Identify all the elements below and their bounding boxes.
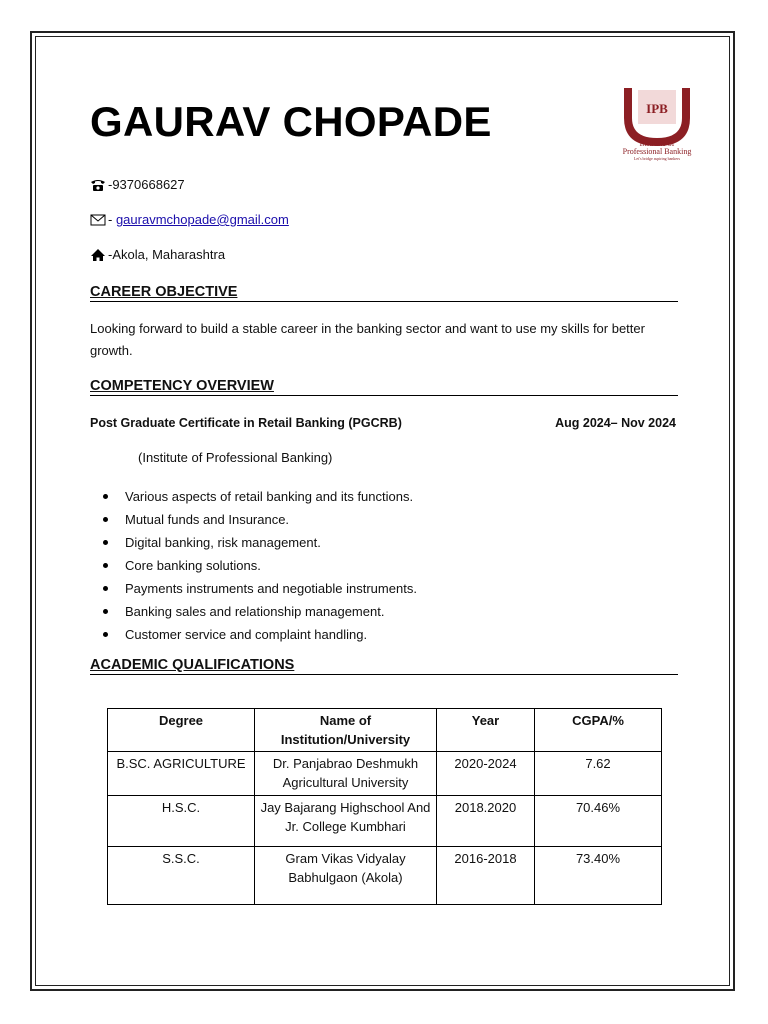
cell-year: 2018.2020 (437, 796, 535, 847)
col-year: Year (437, 709, 535, 752)
qualifications-table (107, 708, 662, 905)
course-title: Post Graduate Certificate in Retail Banking (PGCRB) (90, 416, 402, 430)
list-item: Core banking solutions. (103, 554, 417, 577)
candidate-name: GAURAV CHOPADE (90, 98, 492, 145)
email-line (90, 212, 289, 227)
list-item: Mutual funds and Insurance. (103, 508, 417, 531)
academic-heading: ACADEMIC QUALIFICATIONS (90, 657, 678, 675)
table-row (108, 796, 662, 847)
envelope-icon (90, 213, 106, 227)
course-institute: (Institute of Professional Banking) (138, 450, 333, 465)
table-row (108, 752, 662, 796)
cell-year: 2020-2024 (437, 752, 535, 796)
cell-degree: B.SC. AGRICULTURE (108, 752, 255, 796)
col-institution: Name of Institution/University (255, 709, 437, 752)
bullet-icon (103, 632, 108, 637)
email-prefix: - (108, 212, 116, 227)
cell-degree: S.S.C. (108, 847, 255, 905)
bullet-icon (103, 609, 108, 614)
list-item: Customer service and complaint handling. (103, 623, 417, 646)
logo-line2: Professional Banking (622, 147, 692, 156)
phone-line (90, 177, 185, 192)
col-degree: Degree (108, 709, 255, 752)
bullet-icon (103, 494, 108, 499)
email-link[interactable]: gauravmchopade@gmail.com (115, 212, 289, 227)
list-item: Various aspects of retail banking and its functions. (103, 485, 417, 508)
phone-number: -9370668627 (108, 177, 185, 192)
logo-abbr: IPB (646, 101, 668, 116)
cell-score: 73.40% (535, 847, 662, 905)
bullet-icon (103, 586, 108, 591)
phone-icon (90, 178, 106, 192)
home-icon (90, 248, 106, 262)
career-objective-text: Looking forward to build a stable career in the banking sector and want to use my skills for better growth. (90, 321, 645, 358)
competency-heading: COMPETENCY OVERVIEW (90, 378, 678, 396)
cell-institution: Dr. Panjabrao Deshmukh Agricultural University (255, 752, 437, 796)
logo-caption (602, 140, 712, 161)
list-item: Banking sales and relationship management. (103, 600, 417, 623)
career-objective-heading: CAREER OBJECTIVE (90, 284, 678, 302)
logo-tagline: Let's bridge aspiring bankers (633, 156, 681, 161)
course-row (90, 416, 676, 430)
table-header-row (108, 709, 662, 752)
col-score: CGPA/% (535, 709, 662, 752)
cell-score: 7.62 (535, 752, 662, 796)
bullet-icon (103, 563, 108, 568)
cell-year: 2016-2018 (437, 847, 535, 905)
table-row (108, 847, 662, 905)
address: -Akola, Maharashtra (108, 247, 226, 262)
logo-line1: Institute of (639, 139, 675, 148)
address-line (90, 247, 225, 262)
bullet-icon (103, 517, 108, 522)
cell-institution: Gram Vikas Vidyalay Babhulgaon (Akola) (255, 847, 437, 905)
bullet-icon (103, 540, 108, 545)
cell-institution: Jay Bajarang Highschool And Jr. College Kumbhari (255, 796, 437, 847)
course-dates: Aug 2024– Nov 2024 (555, 416, 676, 430)
cell-degree: H.S.C. (108, 796, 255, 847)
list-item: Payments instruments and negotiable instruments. (103, 577, 417, 600)
competency-list (103, 485, 417, 646)
cell-score: 70.46% (535, 796, 662, 847)
list-item: Digital banking, risk management. (103, 531, 417, 554)
